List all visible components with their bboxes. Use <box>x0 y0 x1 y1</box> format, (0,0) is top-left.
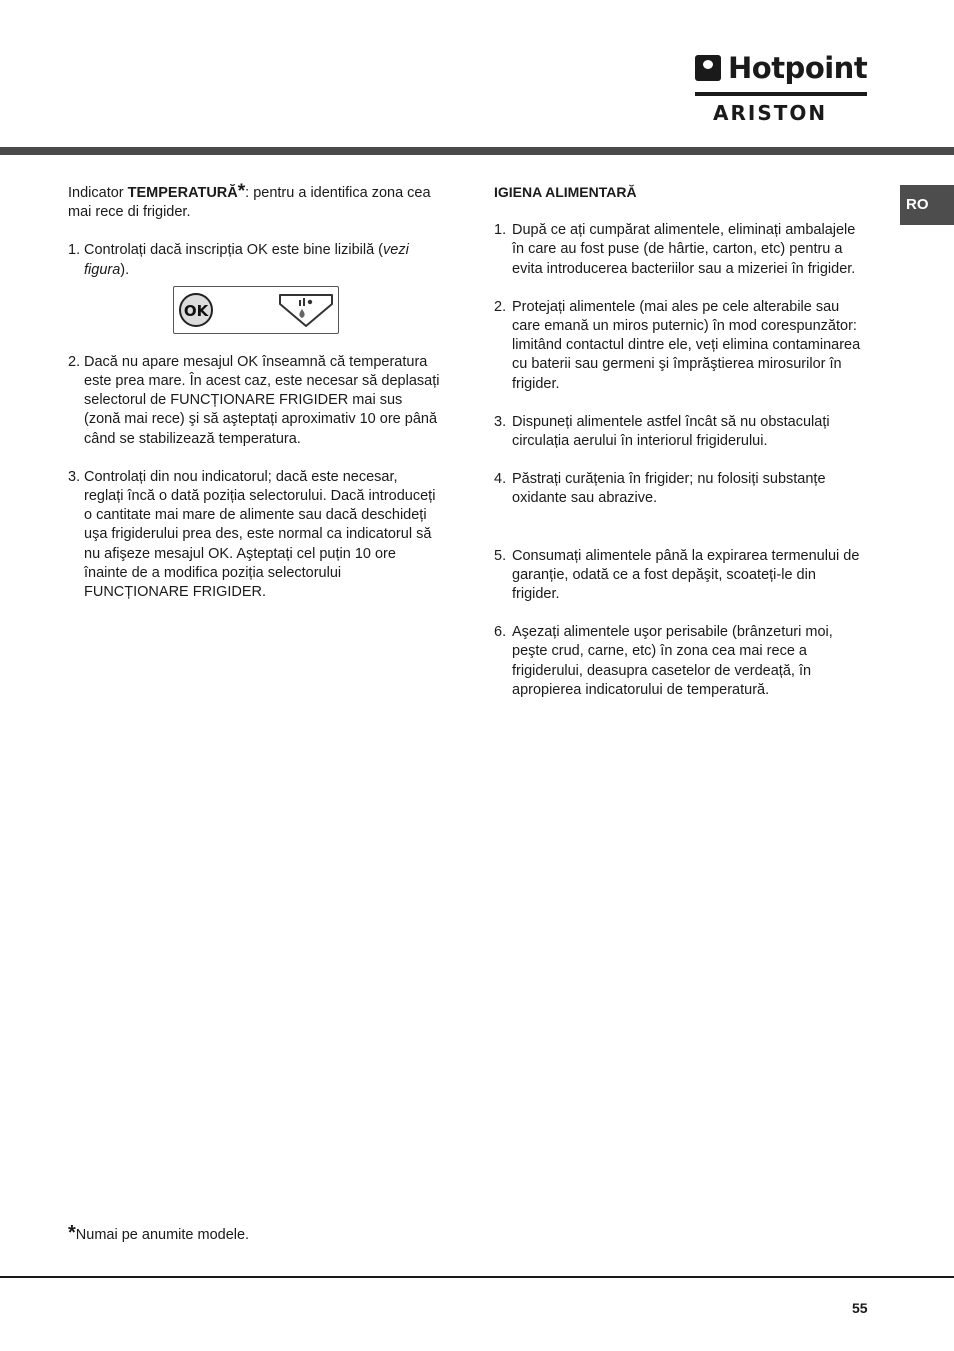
section-heading: IGIENA ALIMENTARĂ <box>494 184 637 200</box>
footnote <box>68 1222 249 1245</box>
item-number: 2. <box>68 353 81 370</box>
list-item <box>494 413 866 451</box>
list-item <box>68 353 440 449</box>
footnote-text: Numai pe anumite modele. <box>75 1227 250 1243</box>
list-item <box>494 221 866 279</box>
ok-badge-label: OK <box>183 301 209 320</box>
intro-star: * <box>237 181 246 202</box>
intro-bold: TEMPERATURĂ <box>127 185 238 201</box>
language-tab: RO <box>900 185 954 225</box>
temperature-indicator-figure <box>173 286 339 334</box>
item-text: Controlați dacă inscripția OK este bine lizibilă ( <box>84 242 383 259</box>
logo-mark-icon <box>695 55 721 81</box>
right-column <box>494 183 866 700</box>
item-text: Protejați alimentele (mai ales pe cele alterabile sau care emană un miros puternic) în mod corespunzător: limitând contactul dintre ele, veți elimina contaminarea cu baterii sau germeni şi împrăştierea mirosurilor în frigider. <box>512 298 861 392</box>
list-item <box>494 623 866 700</box>
item-text: Aşezați alimentele uşor perisabile (brânzeturi moi, peşte crud, carne, etc) în zona cea mai rece a frigiderului, deasupra casetelor de verdeață, în apropierea indicatorului de temperatură. <box>512 624 833 698</box>
item-number: 1. <box>494 222 507 239</box>
logo-divider <box>695 92 867 96</box>
item-text: Controlați din nou indicatorul; dacă este necesar, reglați încă o dată poziția selectorului. Dacă introduceți o cantitate mai mare de alimente sau dacă deschideți uşa frigiderului prea des, este normal ca indicatorul să nu afişeze mesajul OK. Aşteptați cel puțin 10 ore înainte de a modifica poziția selectorului FUNCȚIONARE FRIGIDER. <box>84 468 436 601</box>
logo-brand-text: Hotpoint <box>728 51 868 85</box>
logo-sub-text: ARISTON <box>713 101 828 125</box>
item-number: 2. <box>494 298 507 315</box>
item-text: Dacă nu apare mesajul OK înseamnă că temperatura este prea mare. În acest caz, este necesar să deplasați selectorul de FUNCȚIONARE FRIGIDER mai sus (zonă mai rece) şi să aşteptați aproximativ 10 ore până când se stabilizează temperatura. <box>84 353 440 447</box>
page-number: 55 <box>852 1300 868 1316</box>
item-number: 1. <box>68 242 81 259</box>
item-text: Păstrați curățenia în frigider; nu folosiți substanțe oxidante sau abrazive. <box>512 471 826 507</box>
list-item <box>494 547 866 605</box>
item-text-italic: vezi figura <box>84 242 409 278</box>
list-item <box>68 468 440 602</box>
list-item <box>494 470 866 508</box>
header-bar <box>0 147 954 155</box>
list-item <box>68 241 440 279</box>
item-number: 6. <box>494 624 507 641</box>
list-item <box>494 298 866 394</box>
item-number: 3. <box>68 468 81 485</box>
item-text-end: ). <box>120 261 130 278</box>
item-text: Dispuneți alimentele astfel încât să nu obstaculați circulația aerului în interiorul frigiderului. <box>512 413 830 450</box>
footer-divider <box>0 1276 954 1278</box>
cold-zone-arrow-icon <box>278 292 334 328</box>
left-column <box>68 181 440 602</box>
intro-rest: : pentru a identifica zona cea mai rece di frigider. <box>68 185 431 221</box>
brand-logo <box>694 52 868 128</box>
item-text: Consumați alimentele până la expirarea termenului de garanție, odată ce a fost depăşit, scoateți-le din frigider. <box>512 547 860 603</box>
intro-prefix: Indicator <box>68 185 128 201</box>
item-number: 5. <box>494 547 507 564</box>
item-text: După ce ați cumpărat alimentele, eliminați ambalajele în care au fost puse (de hârtie, carton, etc) pentru a evita introducerea bacteriilor sau a mizeriei în frigider. <box>512 222 856 277</box>
item-number: 3. <box>494 413 507 430</box>
indicator-intro <box>68 181 440 222</box>
footnote-star: * <box>68 1222 76 1244</box>
item-number: 4. <box>494 471 507 488</box>
ok-badge-icon <box>178 292 214 328</box>
